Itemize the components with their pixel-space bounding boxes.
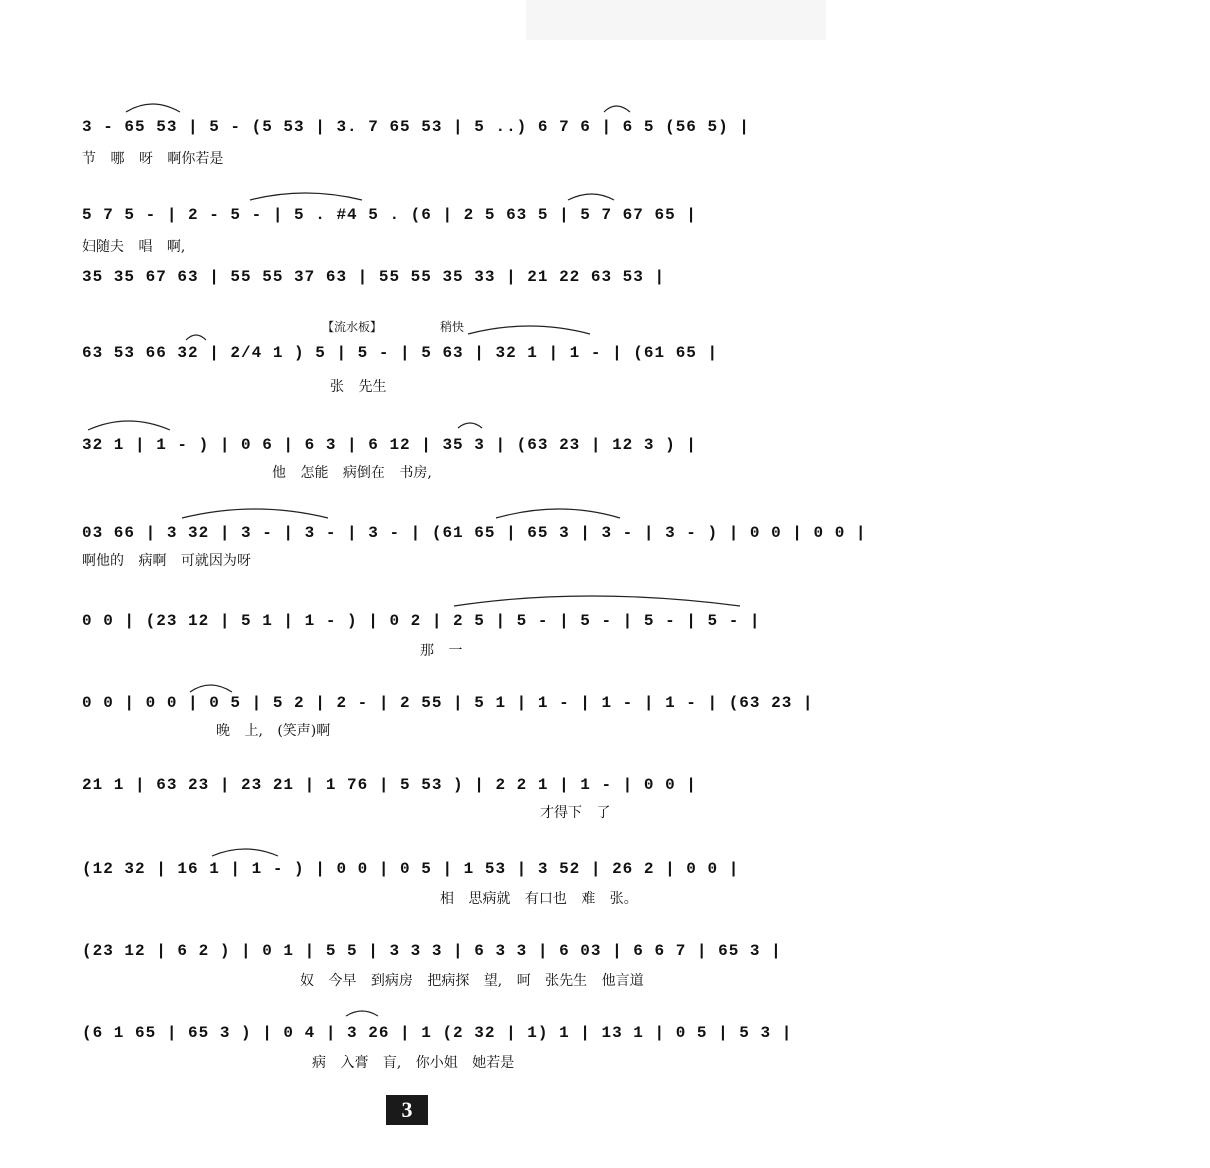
lyrics-line: 他 怎能 病倒在 书房, [272, 465, 432, 481]
notation-line: 63 53 66 32 | 2/4 1 ) 5 | 5 - | 5 63 | 32 1 | 1 - | (61 65 | [82, 344, 719, 362]
lyrics-line: 奴 今早 到病房 把病探 望, 呵 张先生 他言道 [300, 973, 644, 989]
notation-line: 0 0 | 0 0 | 0 5 | 5 2 | 2 - | 2 55 | 5 1 | 1 - | 1 - | 1 - | (63 23 | [82, 694, 814, 712]
lyrics-line: 相 思病就 有口也 难 张。 [440, 891, 638, 907]
lyrics-line: 病 入膏 肓, 你小姐 她若是 [312, 1055, 515, 1071]
lyrics-line: 妇随夫 唱 啊, [82, 239, 186, 255]
notation-line: (23 12 | 6 2 ) | 0 1 | 5 5 | 3 3 3 | 6 3 3 | 6 03 | 6 6 7 | 65 3 | [82, 942, 782, 960]
lyrics-line: 啊他的 病啊 可就因为呀 [82, 553, 251, 569]
notation-line: 5 7 5 - | 2 - 5 - | 5 . #4 5 . (6 | 2 5 63 5 | 5 7 67 65 | [82, 206, 697, 224]
page-number: 3 [386, 1095, 428, 1125]
notation-line: 0 0 | (23 12 | 5 1 | 1 - ) | 0 2 | 2 5 | 5 - | 5 - | 5 - | 5 - | [82, 612, 761, 630]
notation-line: 21 1 | 63 23 | 23 21 | 1 76 | 5 53 ) | 2 2 1 | 1 - | 0 0 | [82, 776, 697, 794]
scan-shade [526, 0, 826, 40]
lyrics-line: 晚 上, (笑声)啊 [216, 723, 331, 739]
lyrics-line: 才得下 了 [540, 805, 611, 821]
notation-line: 3 - 65 53 | 5 - (5 53 | 3. 7 65 53 | 5 ..) 6 7 6 | 6 5 (56 5) | [82, 118, 750, 136]
notation-line: (12 32 | 16 1 | 1 - ) | 0 0 | 0 5 | 1 53 | 3 52 | 26 2 | 0 0 | [82, 860, 740, 878]
notation-line: 03 66 | 3 32 | 3 - | 3 - | 3 - | (61 65 | 65 3 | 3 - | 3 - ) | 0 0 | 0 0 | [82, 524, 867, 542]
tempo-section-label: 【流水板】 [322, 320, 383, 334]
notation-line: 32 1 | 1 - ) | 0 6 | 6 3 | 6 12 | 35 3 | (63 23 | 12 3 ) | [82, 436, 697, 454]
tempo-word: 稍快 [440, 320, 465, 334]
lyrics-line: 节 哪 呀 啊你若是 [82, 151, 224, 167]
lyrics-line: 那 一 [420, 643, 463, 659]
notation-line: 35 35 67 63 | 55 55 37 63 | 55 55 35 33 | 21 22 63 53 | [82, 268, 666, 286]
notation-line: (6 1 65 | 65 3 ) | 0 4 | 3 26 | 1 (2 32 | 1) 1 | 13 1 | 0 5 | 5 3 | [82, 1024, 793, 1042]
lyrics-line: 张 先生 [330, 379, 387, 395]
